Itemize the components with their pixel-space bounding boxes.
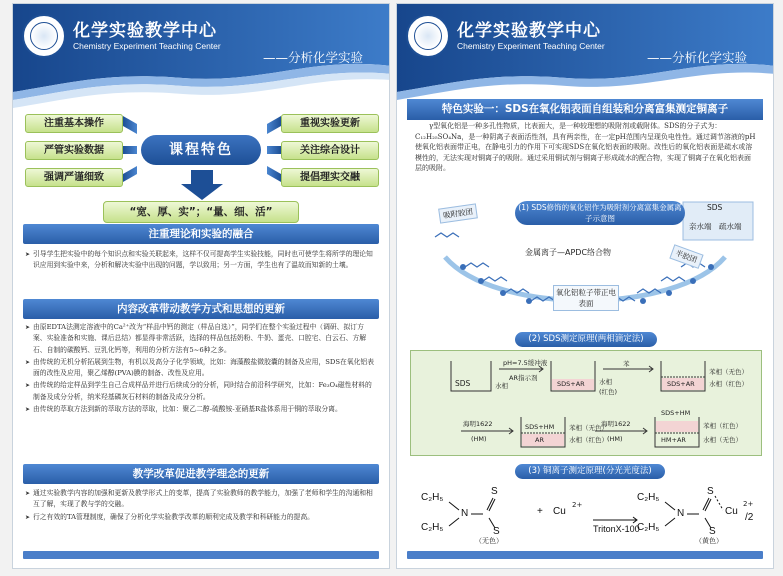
ethyl-group-2: C₂H₅ [421, 522, 444, 533]
nitrogen-atom-2: N [677, 508, 685, 519]
poster-header [397, 4, 773, 108]
reagent-color-label: （无色） [475, 537, 503, 545]
beaker-2-phase: 水相 [599, 378, 612, 386]
titration-caption: (2) SDS测定原理(两相滴定法) [515, 332, 657, 347]
beaker-1-phase: 水相 [495, 382, 508, 390]
step-4-top: 海明1622 [601, 420, 631, 428]
step-3-top: 海明1622 [463, 420, 493, 428]
spectro-caption: (3) 铜离子测定原理(分光光度法) [515, 464, 665, 479]
label-metal-complex: 金属离子—APDC络合物 [525, 248, 612, 257]
poster-subtitle: ——分析化学实验 [646, 50, 747, 65]
feature-right-3: 提倡理实交融 [281, 168, 379, 187]
features-center-label: 课程特色 [141, 135, 261, 165]
copper-ion: Cu [553, 506, 566, 517]
product-charge: 2+ [743, 500, 754, 508]
feature-left-1: 注重基本操作 [25, 114, 123, 133]
sulfur-atom-2: S [493, 526, 500, 537]
product-copper: Cu [725, 506, 738, 517]
beaker-5-sub: HM+AR [661, 436, 686, 444]
bullet-item: ➤ 行之有效的TA管理制度，确保了分析化学实验教学改革的顺利完成及教学和科研能力的提高。 [25, 512, 377, 523]
center-title: 化学实验教学中心 [457, 21, 601, 41]
university-logo-icon [22, 14, 66, 58]
reaction-condition: TritonX-100 [593, 524, 640, 534]
experiment-heading: 特色实验一：SDS在氧化铝表面自组装和分离富集测定铜离子 [407, 99, 763, 120]
sulfur-atom-1: S [491, 486, 498, 497]
section-body-concept [25, 488, 377, 524]
feature-right-1: 重视实验更新 [281, 114, 379, 133]
bullet-item: ➤ 由传统的无机分析拓展到生物，有机以及高分子化学领域，比如：海藻酸盐微胶囊的制备及应用，SDS在氧化铝表面的改性及应用，聚乙烯醇(PVA)膜的制备、改性及应用。 [25, 357, 377, 380]
step-3-bottom: (HM) [471, 435, 487, 443]
legend-hydrophobic: 疏水端 [719, 222, 742, 231]
center-title-en: Chemistry Experiment Teaching Center [73, 41, 221, 51]
bullet-item: ➤ 由传统的萃取方法到新的萃取方法的萃取，比如：聚乙二醇-硫酸铵-亚硝基R盐体系用于铜的萃取分离。 [25, 404, 377, 415]
poster-subtitle: ——分析化学实验 [262, 50, 363, 65]
nitrogen-atom: N [461, 508, 469, 519]
bullet-item: ➤ 通过实验教学内容的加强和更新及教学形式上的变革，提高了实验教师的教学能力，加强了老师和学生的沟通和相互了解，实现了教与学的交融。 [25, 488, 377, 511]
section-body-reform [25, 322, 377, 416]
label-alumina-core: 氧化铝粒子带正电表面 [553, 285, 619, 311]
beaker-3-layer-1: 苯相（无色） [709, 368, 748, 376]
footer-bar [23, 551, 379, 559]
plus-sign: + [537, 506, 543, 517]
university-logo-icon [406, 14, 450, 58]
bullet-item: ➤ 由原EDTA法测定溶液中的Ca²⁺改为“样品中钙的测定（样品自选）”，同学们在整个实验过程中（调研、拟订方案、实验准备和实施、课后总结）都显得非常活跃，选择的样品包括奶粉、牛奶、蛋壳、口腔宅、白云石、方解石、自制的碳酸钙、豆乳化钙等，利用的分析方法有5~6种之多。 [25, 322, 377, 356]
product-color-label: （黄色） [695, 537, 723, 545]
beaker-5-layer-2: 水相（无色） [703, 436, 742, 444]
ethyl-group-4: C₂H₅ [637, 522, 660, 533]
right-poster [396, 3, 774, 569]
left-poster [12, 3, 390, 569]
section-body-theory [25, 249, 377, 273]
beaker-2-color: (红色) [599, 388, 618, 396]
legend-sds: SDS [707, 203, 723, 212]
ethyl-group-1: C₂H₅ [421, 492, 444, 503]
poster-header [13, 4, 389, 108]
reaction-equation [407, 480, 765, 550]
step-4-bottom: (HM) [607, 435, 623, 443]
feature-right-2: 关注综合设计 [281, 141, 379, 160]
adsorption-diagram [405, 197, 765, 323]
features-motto: “宽、厚、实”；“量、细、活” [103, 201, 299, 223]
course-features [13, 108, 389, 224]
label-hemimicelle: 半胶团 [669, 244, 703, 269]
legend-hydrophilic: 亲水端 [689, 222, 712, 231]
label-adsorbed-micelle: 吸附胶团 [438, 203, 478, 223]
step-1-bottom: AR指示剂 [509, 374, 538, 382]
footer-bar [407, 551, 763, 559]
feature-left-2: 严管实验数据 [25, 141, 123, 160]
experiment-intro: γ型氧化铝是一种多孔性物质，比表面大，是一种较理想的吸附剂或载附体。SDS的分子式为：C₁₂H₂₅SO₄Na，是一种阴离子表面活性剂，具有两亲性，在一定pH范围内呈现负电性性。通过调节溶液的pH使氧化铝表面带正电，在静电引力的作用下可实现SDS在氧化铝表面的吸附。改性后的氧化铝表面是疏水或溶模性的，无法实现对铜离子的吸附。通过采用铜试剂与铜离子形成疏水的配合物，实现了铜离子在氧化铝表面层的吸附。 [415, 122, 756, 173]
beaker-3-label: SDS+AR [667, 380, 695, 388]
beaker-1-label: SDS [455, 379, 471, 388]
center-title-en: Chemistry Experiment Teaching Center [457, 41, 605, 51]
beaker-3-layer-2: 水相（红色） [709, 380, 748, 388]
sulfur-atom-3: S [707, 486, 714, 497]
product-ratio: /2 [745, 512, 754, 523]
beaker-2-label: SDS+AR [557, 380, 585, 388]
step-2-top: 苯 [623, 360, 630, 368]
bullet-item: ➤ 引导学生把实验中的每个知识点和实验关联起来，这样不仅可提高学生实验技能，同时也可使学生将所学的理论知识应用到实验中来，分析和解决实验中出现的问题，学以致用；另一方面，学生也有了温故而知新的土壤。 [25, 249, 377, 272]
section-heading-reform: 内容改革带动教学方式和思想的更新 [23, 299, 379, 319]
beaker-4-label: SDS+HM [525, 423, 555, 431]
sulfur-atom-4: S [709, 526, 716, 537]
beaker-5-layer-1: 苯相（红色） [703, 422, 742, 430]
copper-charge: 2+ [572, 501, 583, 509]
titration-panel [410, 350, 762, 456]
ethyl-group-3: C₂H₅ [637, 492, 660, 503]
center-title: 化学实验教学中心 [73, 21, 217, 41]
beaker-5-label: SDS+HM [661, 409, 691, 417]
feature-left-3: 强调严谨细致 [25, 168, 123, 187]
beaker-4-sub: AR [535, 436, 544, 444]
section-heading-concept: 教学改革促进教学理念的更新 [23, 464, 379, 484]
diagram-caption: (1) SDS修饰的氧化铝作为吸附剂分离富集金属离子示意图 [515, 201, 685, 225]
beaker-4-layer-1: 苯相（无色） [569, 424, 608, 432]
bullet-item: ➤ 由传统的给定样品到学生自己合成样品并进行后续成分的分析，同时结合前沿科学研究，比如：Fe₃O₄磁性材料的制备及成分分析，纳米羟基磷灰石材料的制备及成分分析。 [25, 380, 377, 403]
step-1-top: pH=7.5缓冲液 [503, 359, 548, 367]
beaker-4-layer-2: 水相（红色） [569, 436, 608, 444]
section-heading-theory: 注重理论和实验的融合 [23, 224, 379, 244]
